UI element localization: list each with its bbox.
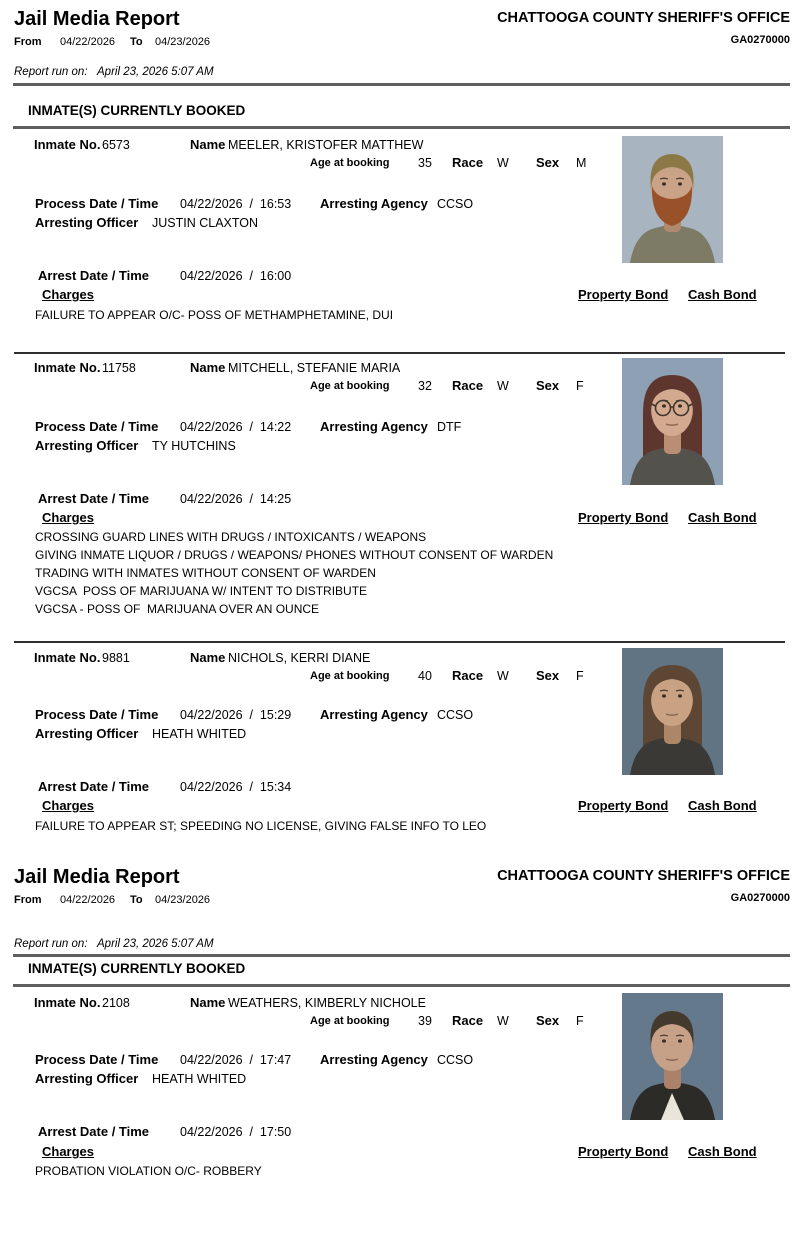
charge-line: VGCSA POSS OF MARIJUANA W/ INTENT TO DISTRIBUTE (35, 584, 368, 598)
page-title: Jail Media Report (14, 8, 180, 30)
race-label: Race (452, 1013, 484, 1028)
sex-value: F (576, 669, 584, 683)
mugshot-photo (622, 358, 723, 485)
arresting-officer-label: Arresting Officer (35, 215, 139, 230)
name-label: Name (190, 360, 226, 375)
name-label: Name (190, 995, 226, 1010)
process-datetime-value: 04/22/2026 / 16:53 (180, 197, 292, 211)
age-at-booking-label: Age at booking (310, 670, 390, 682)
charge-line: TRADING WITH INMATES WITHOUT CONSENT OF WARDEN (35, 566, 376, 580)
name-value: WEATHERS, KIMBERLY NICHOLE (228, 996, 426, 1010)
race-value: W (497, 156, 509, 170)
inmate-no-value: 9881 (102, 651, 130, 665)
race-value: W (497, 379, 509, 393)
process-datetime-label: Process Date / Time (35, 707, 159, 722)
arrest-datetime-value: 04/22/2026 / 14:25 (180, 492, 292, 506)
agency-name: CHATTOOGA COUNTY SHERIFF'S OFFICE (497, 10, 790, 26)
race-label: Race (452, 668, 484, 683)
age-value: 35 (418, 156, 432, 170)
arresting-agency-value: CCSO (437, 708, 474, 722)
inmate-no-label: Inmate No. (34, 137, 101, 152)
charges-label: Charges (42, 287, 95, 302)
inmate-no-label: Inmate No. (34, 650, 101, 665)
race-value: W (497, 1014, 509, 1028)
report-run-value: April 23, 2026 5:07 AM (97, 938, 214, 950)
sex-label: Sex (536, 668, 560, 683)
process-datetime-label: Process Date / Time (35, 1052, 159, 1067)
arrest-datetime-value: 04/22/2026 / 15:34 (180, 780, 292, 794)
inmate-no-label: Inmate No. (34, 995, 101, 1010)
arrest-datetime-label: Arrest Date / Time (38, 268, 150, 283)
arresting-agency-label: Arresting Agency (320, 196, 428, 211)
report-run-label: Report run on: (14, 66, 88, 78)
charge-line: FAILURE TO APPEAR ST; SPEEDING NO LICENSE, GIVING FALSE INFO TO LEO (35, 819, 487, 833)
charge-line: VGCSA - POSS OF MARIJUANA OVER AN OUNCE (35, 602, 320, 616)
name-value: MITCHELL, STEFANIE MARIA (228, 361, 401, 375)
age-value: 39 (418, 1014, 432, 1028)
section-title: INMATE(S) CURRENTLY BOOKED (28, 961, 246, 976)
arresting-officer-label: Arresting Officer (35, 438, 139, 453)
property-bond-label: Property Bond (578, 1144, 669, 1159)
charges-label: Charges (42, 798, 95, 813)
cash-bond-label: Cash Bond (688, 798, 757, 813)
arresting-officer-label: Arresting Officer (35, 1071, 139, 1086)
arresting-officer-value: TY HUTCHINS (152, 439, 236, 453)
process-datetime-value: 04/22/2026 / 17:47 (180, 1053, 292, 1067)
mugshot-photo (622, 993, 723, 1120)
cash-bond-label: Cash Bond (688, 287, 757, 302)
from-date-value: 04/22/2026 (60, 36, 116, 48)
inmate-no-value: 2108 (102, 996, 130, 1010)
record-divider (14, 641, 785, 643)
charge-line: PROBATION VIOLATION O/C- ROBBERY (35, 1164, 262, 1178)
page-title: Jail Media Report (14, 866, 180, 888)
inmate-no-value: 6573 (102, 138, 130, 152)
property-bond-label: Property Bond (578, 798, 669, 813)
mugshot-photo (622, 648, 723, 775)
section-rule (13, 126, 790, 129)
to-date-value: 04/23/2026 (155, 894, 211, 906)
arrest-datetime-value: 04/22/2026 / 17:50 (180, 1125, 292, 1139)
charge-line: FAILURE TO APPEAR O/C- POSS OF METHAMPHETAMINE, DUI (35, 308, 394, 322)
arresting-officer-value: JUSTIN CLAXTON (152, 216, 259, 230)
from-label: From (14, 894, 42, 906)
sex-value: F (576, 379, 584, 393)
arrest-datetime-value: 04/22/2026 / 16:00 (180, 269, 292, 283)
age-at-booking-label: Age at booking (310, 157, 390, 169)
from-label: From (14, 36, 42, 48)
sex-label: Sex (536, 1013, 560, 1028)
age-value: 32 (418, 379, 432, 393)
arresting-agency-value: CCSO (437, 1053, 474, 1067)
arresting-agency-label: Arresting Agency (320, 707, 428, 722)
agency-code: GA0270000 (730, 892, 790, 904)
process-datetime-value: 04/22/2026 / 15:29 (180, 708, 292, 722)
mugshot-photo (622, 136, 723, 263)
report-run-label: Report run on: (14, 938, 88, 950)
sex-value: F (576, 1014, 584, 1028)
section-rule (13, 984, 790, 987)
section-title: INMATE(S) CURRENTLY BOOKED (28, 103, 246, 118)
arrest-datetime-label: Arrest Date / Time (38, 1124, 150, 1139)
cash-bond-label: Cash Bond (688, 510, 757, 525)
arresting-agency-value: DTF (437, 420, 462, 434)
header-rule (13, 954, 790, 957)
process-datetime-label: Process Date / Time (35, 196, 159, 211)
name-label: Name (190, 650, 226, 665)
arrest-datetime-label: Arrest Date / Time (38, 779, 150, 794)
property-bond-label: Property Bond (578, 287, 669, 302)
arresting-officer-value: HEATH WHITED (152, 1072, 247, 1086)
charges-label: Charges (42, 510, 95, 525)
process-datetime-label: Process Date / Time (35, 419, 159, 434)
agency-name: CHATTOOGA COUNTY SHERIFF'S OFFICE (497, 868, 790, 884)
arresting-agency-value: CCSO (437, 197, 474, 211)
agency-code: GA0270000 (730, 34, 790, 46)
sex-label: Sex (536, 155, 560, 170)
name-label: Name (190, 137, 226, 152)
to-label: To (130, 894, 143, 906)
arresting-officer-label: Arresting Officer (35, 726, 139, 741)
property-bond-label: Property Bond (578, 510, 669, 525)
charges-label: Charges (42, 1144, 95, 1159)
race-label: Race (452, 378, 484, 393)
process-datetime-value: 04/22/2026 / 14:22 (180, 420, 292, 434)
arresting-agency-label: Arresting Agency (320, 1052, 428, 1067)
inmate-no-value: 11758 (102, 361, 136, 375)
to-date-value: 04/23/2026 (155, 36, 211, 48)
charge-line: CROSSING GUARD LINES WITH DRUGS / INTOXICANTS / WEAPONS (35, 530, 427, 544)
header-rule (13, 83, 790, 86)
age-value: 40 (418, 669, 432, 683)
name-value: NICHOLS, KERRI DIANE (228, 651, 371, 665)
sex-value: M (576, 156, 587, 170)
race-value: W (497, 669, 509, 683)
race-label: Race (452, 155, 484, 170)
arresting-agency-label: Arresting Agency (320, 419, 428, 434)
from-date-value: 04/22/2026 (60, 894, 116, 906)
age-at-booking-label: Age at booking (310, 1015, 390, 1027)
arrest-datetime-label: Arrest Date / Time (38, 491, 150, 506)
name-value: MEELER, KRISTOFER MATTHEW (228, 138, 424, 152)
report-run-value: April 23, 2026 5:07 AM (97, 66, 214, 78)
sex-label: Sex (536, 378, 560, 393)
record-divider (14, 352, 785, 354)
age-at-booking-label: Age at booking (310, 380, 390, 392)
inmate-no-label: Inmate No. (34, 360, 101, 375)
charge-line: GIVING INMATE LIQUOR / DRUGS / WEAPONS/ PHONES WITHOUT CONSENT OF WARDEN (35, 548, 554, 562)
to-label: To (130, 36, 143, 48)
cash-bond-label: Cash Bond (688, 1144, 757, 1159)
arresting-officer-value: HEATH WHITED (152, 727, 247, 741)
